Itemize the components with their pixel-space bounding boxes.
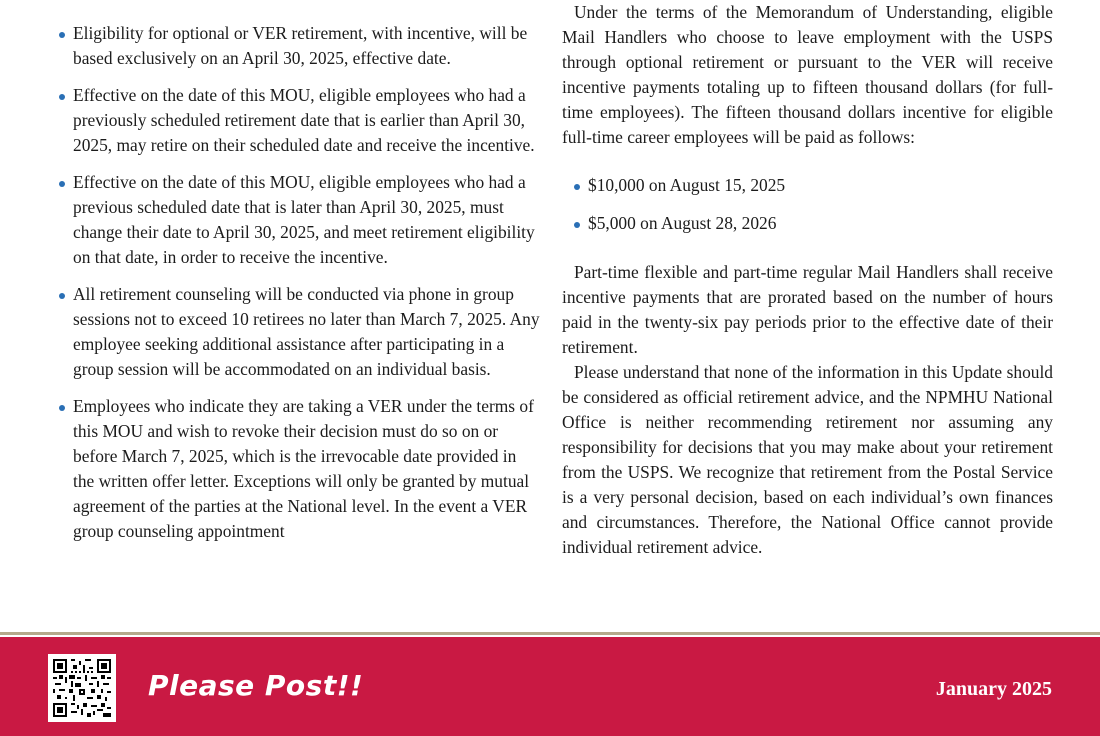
issue-date: January 2025 (935, 678, 1052, 700)
list-item: Effective on the date of this MOU, eligible employees who had a previous scheduled date that is later than April 30, 2025, must change their date to April 30, 2025, and meet retirement eligibility on that date, in order to receive the incentive. (58, 170, 540, 270)
footer-bar (0, 637, 1100, 736)
payment-schedule-list (573, 173, 1053, 236)
left-column (58, 0, 540, 556)
right-column (562, 0, 1053, 560)
list-item: Employees who indicate they are taking a VER under the terms of this MOU and wish to revoke their decision must do so on or before March 7, 2025, which is the irrevocable date provided in the written offer letter. Exceptions will only be granted by mutual agreement of the parties at the National level. In the event a VER group counseling appointment (58, 394, 540, 544)
list-item: Eligibility for optional or VER retirement, with incentive, will be based exclusively on an April 30, 2025, effective date. (58, 21, 540, 71)
list-item: All retirement counseling will be conducted via phone in group sessions not to exceed 10 retirees no later than March 7, 2025. Any employee seeking additional assistance after participating in a group session will be accommodated on an individual basis. (58, 282, 540, 382)
disclaimer-paragraph: Please understand that none of the information in this Update should be considered as official retirement advice, and the NPMHU National Office is neither recommending retirement nor assuming any responsibility for decisions that you may make about your retirement from the USPS. We recognize that retirement from the Postal Service is a very personal decision, based on each individual’s own finances and circumstances. Therefore, the National Office cannot provide individual retirement advice. (562, 362, 1053, 557)
qr-code-icon[interactable] (48, 654, 116, 722)
please-post-label: Please Post!! (148, 669, 364, 702)
footer-divider (0, 632, 1100, 635)
payment-item: $10,000 on August 15, 2025 (573, 173, 1053, 198)
part-time-paragraph: Part-time flexible and part-time regular Mail Handlers shall receive incentive payments that are prorated based on the number of hours paid in the twenty-six pay periods prior to the effective date of their retirement. (562, 262, 1053, 357)
list-item: Effective on the date of this MOU, eligible employees who had a previously scheduled retirement date that is earlier than April 30, 2025, may retire on their scheduled date and receive the incentive. (58, 83, 540, 158)
eligibility-list (58, 21, 540, 544)
intro-paragraph: Under the terms of the Memorandum of Understanding, eligible Mail Handlers who choose to leave employment with the USPS through optional retirement or pursuant to the VER will receive incentive payments totaling up to fifteen thousand dollars (for full-time employees). The fifteen thousand dollars incentive for eligible full-time career employees will be paid as follows: (562, 2, 1053, 147)
payment-item: $5,000 on August 28, 2026 (573, 211, 1053, 236)
